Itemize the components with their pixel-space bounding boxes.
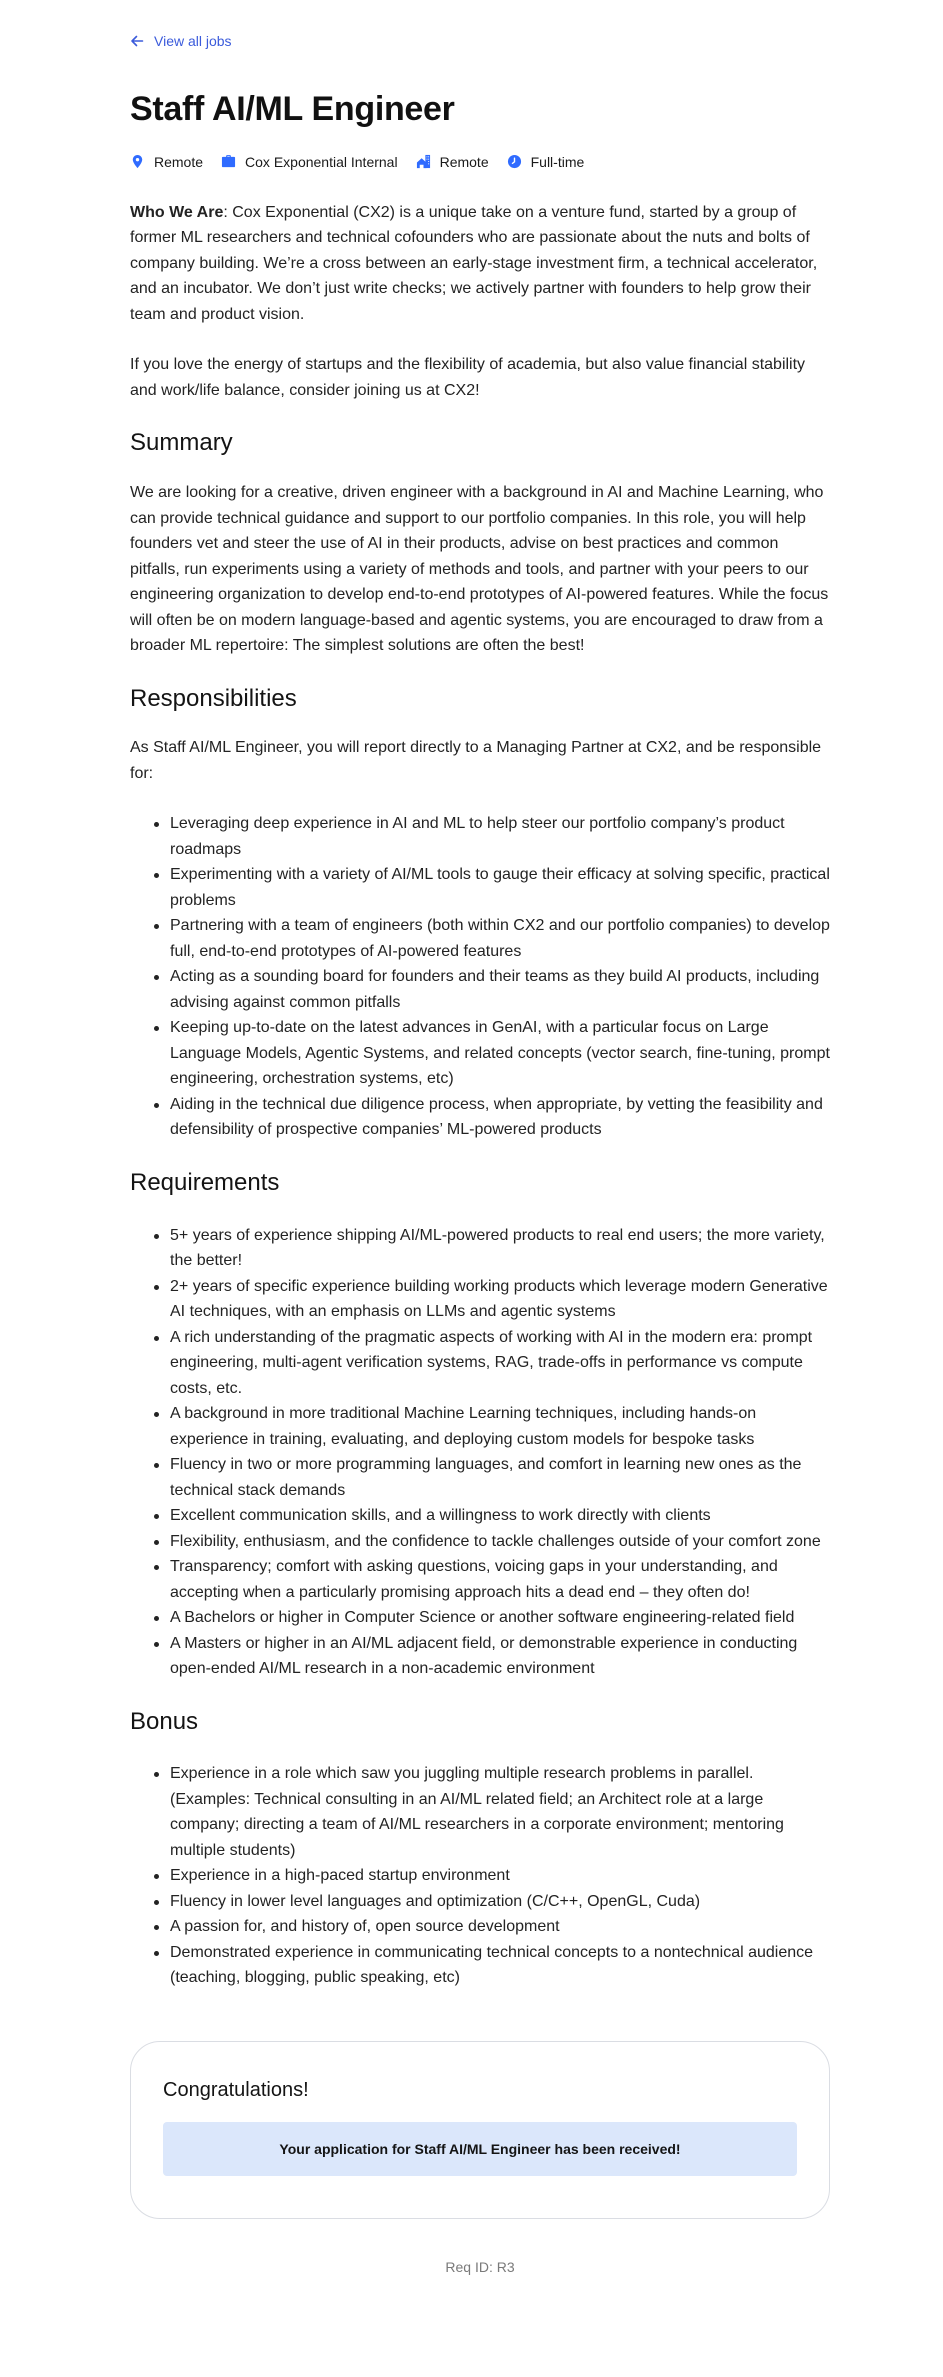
list-item: Experience in a role which saw you juggling multiple research problems in parallel. (Examples: Technical consulting in an AI/ML related field; an Architect role at a large company; directing a team of AI/ML researchers in a corporate environment; mentoring multiple students) xyxy=(170,1761,830,1863)
building-icon xyxy=(416,154,431,169)
clock-icon xyxy=(507,154,522,169)
list-item: A rich understanding of the pragmatic aspects of working with AI in the modern era: prompt engineering, multi-agent verification systems, RAG, trade-offs in performance vs compute costs, etc. xyxy=(170,1325,830,1402)
meta-employment-type-label: Full-time xyxy=(530,153,585,170)
list-item: Fluency in lower level languages and optimization (C/C++, OpenGL, Cuda) xyxy=(170,1889,830,1915)
job-posting xyxy=(130,0,830,2315)
list-item: Demonstrated experience in communicating technical concepts to a nontechnical audience (teaching, blogging, public speaking, etc) xyxy=(170,1940,830,1991)
list-item: A Bachelors or higher in Computer Science or another software engineering-related field xyxy=(170,1605,830,1631)
list-item: Transparency; comfort with asking questions, voicing gaps in your understanding, and accepting when a particularly promising approach hits a dead end – they often do! xyxy=(170,1554,830,1605)
list-item: Experience in a high-paced startup environment xyxy=(170,1863,830,1889)
list-item: 5+ years of experience shipping AI/ML-powered products to real end users; the more variety, the better! xyxy=(170,1223,830,1274)
requirements-list xyxy=(130,1223,830,1682)
bonus-heading: Bonus xyxy=(130,1707,199,1735)
arrow-left-icon xyxy=(130,34,144,48)
responsibilities-intro: As Staff AI/ML Engineer, you will report directly to a Managing Partner at CX2, and be responsible for: xyxy=(130,739,822,782)
meta-location xyxy=(130,154,203,170)
intro-paragraph-2: If you love the energy of startups and the flexibility of academia, but also value financial stability and work/life balance, consider joining us at CX2! xyxy=(130,356,806,399)
meta-location-label: Remote xyxy=(154,153,204,170)
summary-heading: Summary xyxy=(130,429,233,457)
list-item: Experimenting with a variety of AI/ML tools to gauge their efficacy at solving specific, practical problems xyxy=(170,862,830,913)
list-item: Acting as a sounding board for founders and their teams as they build AI products, including advising against common pitfalls xyxy=(170,964,830,1015)
view-all-jobs-link[interactable] xyxy=(130,30,232,52)
list-item: Partnering with a team of engineers (both within CX2 and our portfolio companies) to develop full, end-to-end prototypes of AI-powered features xyxy=(170,913,830,964)
responsibilities-list xyxy=(130,811,830,1143)
application-confirmation-card xyxy=(130,2041,830,2219)
briefcase-icon xyxy=(221,154,236,169)
list-item: Keeping up-to-date on the latest advances in GenAI, with a particular focus on Large Language Models, Agentic Systems, and related concepts (vector search, fine-tuning, prompt engineering, orchestration systems, etc) xyxy=(170,1015,830,1092)
confirmation-message: Your application for Staff AI/ML Engineer has been received! xyxy=(163,2122,797,2176)
list-item: A Masters or higher in an AI/ML adjacent field, or demonstrable experience in conducting open-ended AI/ML research in a non-academic environment xyxy=(170,1631,830,1682)
who-we-are-label: Who We Are xyxy=(130,203,224,221)
who-we-are-text: : Cox Exponential (CX2) is a unique take on a venture fund, started by a group of former ML researchers and technical cofounders who are passionate about the nuts and bolts of company building. We’re a cross between an early-stage investment firm, a technical accelerator, and an incubator. We don’t just write checks; we actively partner with founders to help grow their team and product vision. xyxy=(130,203,818,323)
meta-workplace xyxy=(416,154,489,170)
list-item: Excellent communication skills, and a willingness to work directly with clients xyxy=(170,1503,830,1529)
bonus-list xyxy=(130,1761,830,1991)
list-item: A background in more traditional Machine Learning techniques, including hands-on experience in training, evaluating, and deploying custom models for bespoke tasks xyxy=(170,1401,830,1452)
meta-department xyxy=(221,154,398,170)
back-link-label: View all jobs xyxy=(154,33,232,49)
responsibilities-heading: Responsibilities xyxy=(130,684,297,712)
meta-employment-type xyxy=(507,154,585,170)
job-description xyxy=(130,200,830,1991)
location-pin-icon xyxy=(130,154,145,169)
job-title: Staff AI/ML Engineer xyxy=(130,90,455,128)
summary-text: We are looking for a creative, driven engineer with a background in AI and Machine Learning, who can provide technical guidance and support to our portfolio companies. In this role, you will help founders vet and steer the use of AI in their products, advise on best practices and common pitfalls, run experiments using a variety of methods and tools, and partner with your peers to our engineering organization to develop end-to-end prototypes of AI-powered features. While the focus will often be on modern language-based and agentic systems, you are encouraged to draw from a broader ML repertoire: The simplest solutions are often the best! xyxy=(130,484,829,655)
meta-workplace-label: Remote xyxy=(439,153,489,170)
job-meta xyxy=(130,154,830,170)
list-item: Fluency in two or more programming languages, and comfort in learning new ones as the technical stack demands xyxy=(170,1452,830,1503)
requirements-heading: Requirements xyxy=(130,1168,280,1196)
list-item: Flexibility, enthusiasm, and the confidence to tackle challenges outside of your comfort zone xyxy=(170,1529,830,1555)
req-id: Req ID: R3 xyxy=(445,2258,515,2275)
confirmation-heading: Congratulations! xyxy=(163,2078,309,2101)
list-item: A passion for, and history of, open source development xyxy=(170,1914,830,1940)
list-item: Leveraging deep experience in AI and ML to help steer our portfolio company’s product roadmaps xyxy=(170,811,830,862)
list-item: 2+ years of specific experience building working products which leverage modern Generative AI techniques, with an emphasis on LLMs and agentic systems xyxy=(170,1274,830,1325)
intro-paragraph xyxy=(130,200,830,328)
meta-department-label: Cox Exponential Internal xyxy=(245,153,398,170)
list-item: Aiding in the technical due diligence process, when appropriate, by vetting the feasibility and defensibility of prospective companies’ ML-powered products xyxy=(170,1092,830,1143)
